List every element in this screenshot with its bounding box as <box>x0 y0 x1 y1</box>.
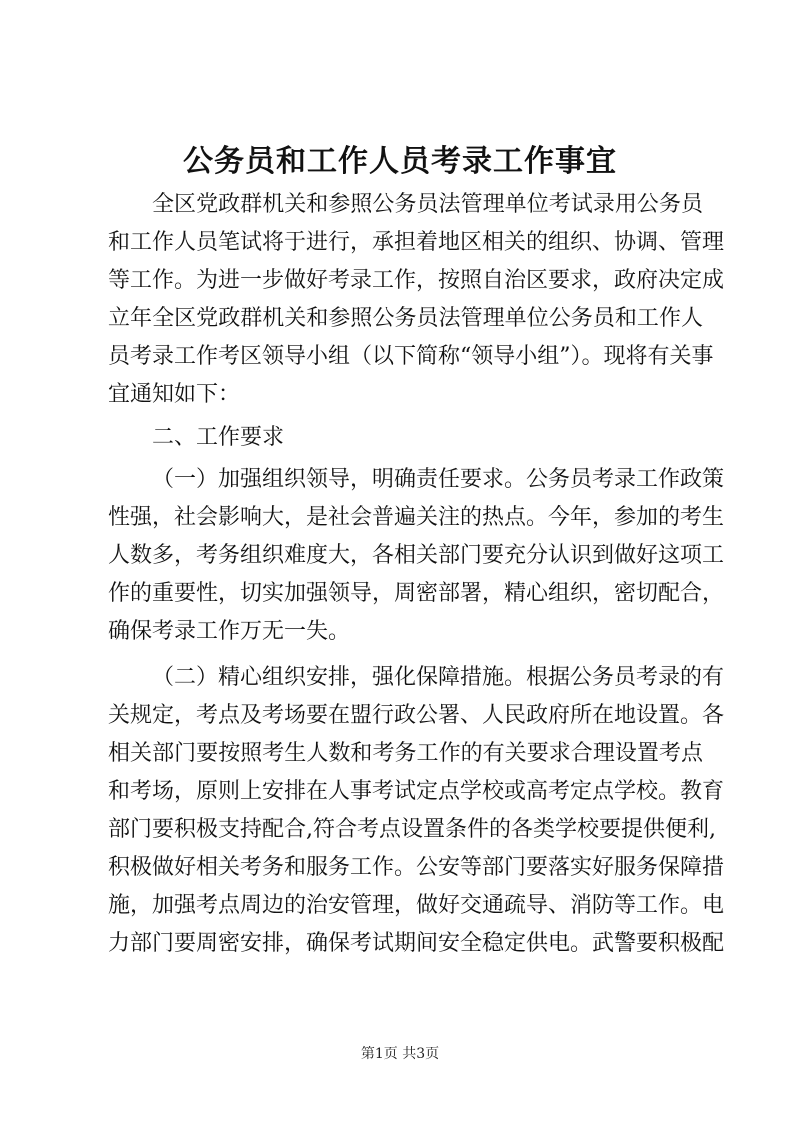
text-line: 力部门要周密安排，确保考试期间安全稳定供电。武警要积极配 <box>108 931 725 956</box>
paragraph-item-2 <box>108 659 725 963</box>
paragraph-item-1 <box>108 461 725 651</box>
page-number: 第1页 共3页 <box>360 1046 440 1062</box>
text-line: 作的重要性，切实加强领导，周密部署，精心组织，密切配合， <box>108 581 725 606</box>
text-line: 相关部门要按照考生人数和考务工作的有关要求合理设置考点 <box>108 741 703 766</box>
text-line: 人数多，考务组织难度大，各相关部门要充分认识到做好这项工 <box>108 543 725 568</box>
document-title: 公务员和工作人员考录工作事宜 <box>183 144 617 179</box>
text-line: 全区党政群机关和参照公务员法管理单位考试录用公务员 <box>152 192 703 217</box>
text-line: 关规定，考点及考场要在盟行政公署、人民政府所在地设置。各 <box>108 703 725 728</box>
section-heading: 二、工作要求 <box>152 425 285 450</box>
text-line: （二）精心组织安排，强化保障措施。根据公务员考录的有 <box>152 665 725 690</box>
text-line: 宜通知如下： <box>108 382 241 407</box>
text-line: 员考录工作考区领导小组（以下简称“领导小组”）。现将有关事 <box>108 344 714 369</box>
text-line: 性强，社会影响大，是社会普遍关注的热点。今年，参加的考生 <box>108 505 725 530</box>
text-line: （一）加强组织领导，明确责任要求。公务员考录工作政策 <box>152 467 725 492</box>
text-line: 和考场，原则上安排在人事考试定点学校或高考定点学校。教育 <box>108 779 725 804</box>
text-line: 等工作。为进一步做好考录工作，按照自治区要求，政府决定成 <box>108 268 725 293</box>
text-line: 立年全区党政群机关和参照公务员法管理单位公务员和工作人 <box>108 306 703 331</box>
document-body <box>108 186 725 968</box>
text-line: 确保考录工作万无一失。 <box>108 619 351 644</box>
text-line: 积极做好相关考务和服务工作。公安等部门要落实好服务保障措 <box>108 855 725 880</box>
text-line: 和工作人员笔试将于进行，承担着地区相关的组织、协调、管理 <box>108 230 725 255</box>
text-line: 部门要积极支持配合,符合考点设置条件的各类学校要提供便利, <box>108 817 716 842</box>
paragraph-intro <box>108 186 725 414</box>
text-line: 施，加强考点周边的治安管理，做好交通疏导、消防等工作。电 <box>108 893 725 918</box>
